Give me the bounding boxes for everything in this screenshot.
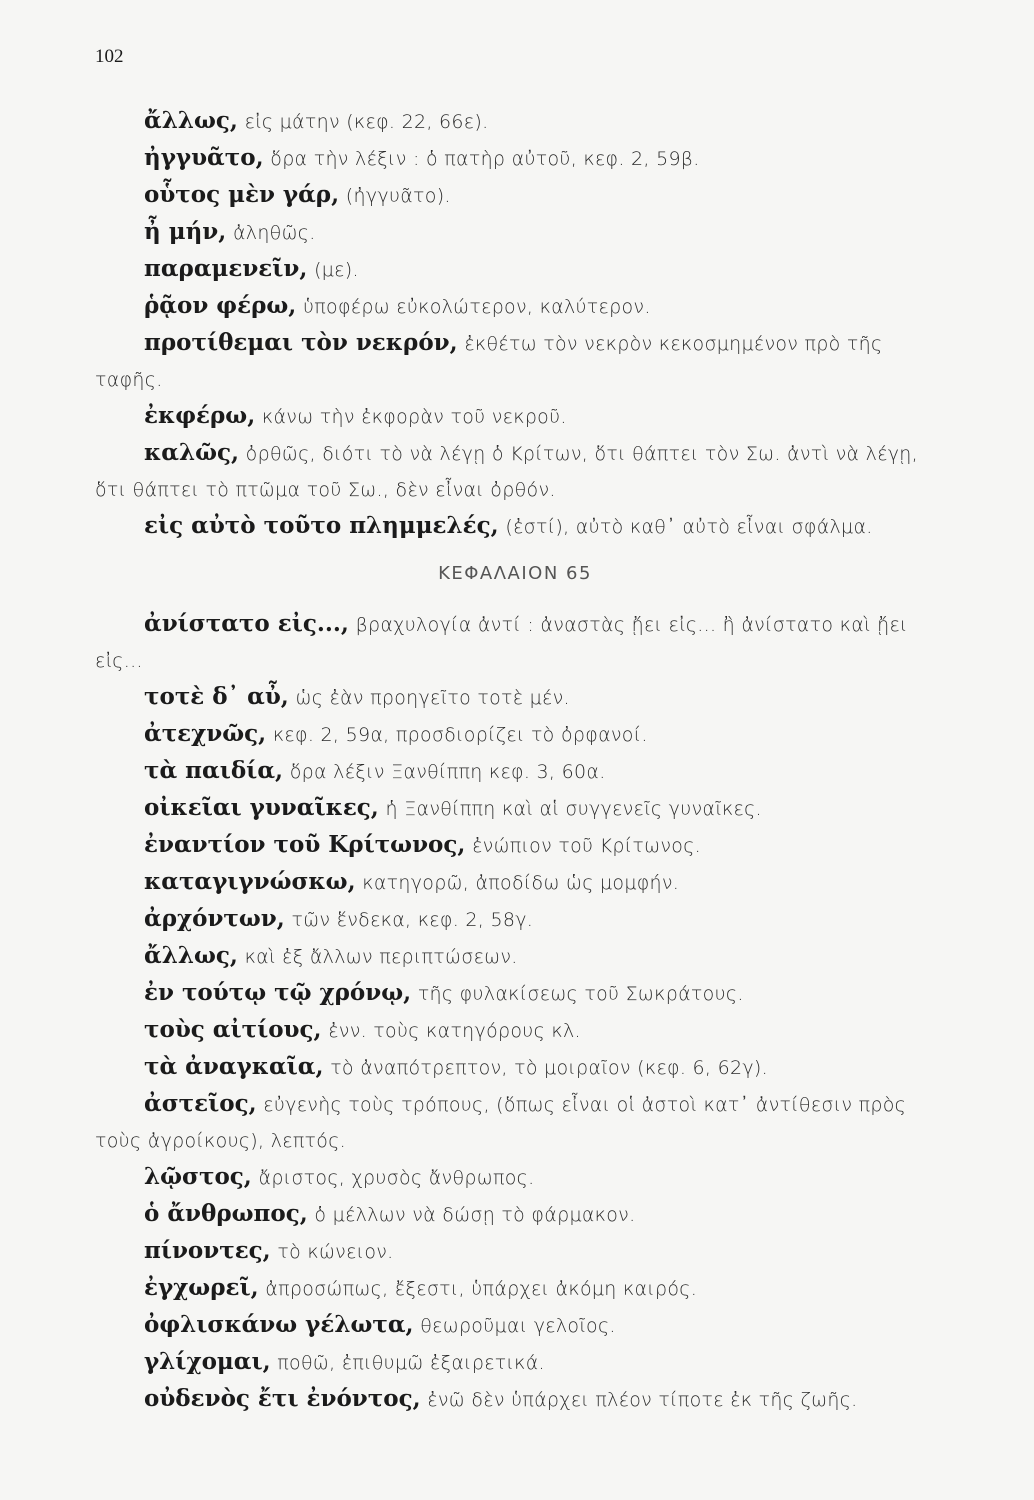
- entry-gloss: ἡ Ξανθίππη καὶ αἱ συγγενεῖς γυναῖκες.: [385, 798, 762, 820]
- entry: [95, 790, 935, 827]
- entry-lemma: τοτὲ δ᾿ αὖ,: [144, 683, 289, 710]
- entry: [95, 325, 935, 398]
- entry-lemma: ἄλλως,: [144, 942, 238, 969]
- page-number: 102: [95, 46, 124, 67]
- entry: [95, 753, 935, 790]
- entry-lemma: τὰ ἀναγκαῖα,: [144, 1053, 324, 1080]
- entry: [95, 288, 935, 325]
- entry-gloss: ὁ μέλλων νὰ δώσῃ τὸ φάρμακον.: [314, 1204, 636, 1226]
- entry-gloss: ἀπροσώπως, ἔξεστι, ὑπάρχει ἀκόμη καιρός.: [265, 1278, 698, 1300]
- entry: [95, 1012, 935, 1049]
- entry-gloss: θεωροῦμαι γελοῖος.: [420, 1315, 616, 1337]
- entry-lemma: προτίθεμαι τὸν νεκρόν,: [144, 329, 458, 356]
- entry-lemma: ἐγχωρεῖ,: [144, 1274, 259, 1301]
- entry: [95, 508, 935, 545]
- entry: [95, 177, 935, 214]
- entry: [95, 1233, 935, 1270]
- entry-gloss: εἰς μάτην (κεφ. 22, 66ε).: [244, 111, 489, 133]
- entry-gloss: ἐνῶ δὲν ὑπάρχει πλέον τίποτε ἐκ τῆς ζωῆς.: [427, 1389, 858, 1411]
- entry-gloss: ὑποφέρω εὐκολώτερον, καλύτερον.: [302, 296, 651, 318]
- entry: [95, 679, 935, 716]
- entry-gloss: τῶν ἕνδεκα, κεφ. 2, 58γ.: [291, 909, 534, 931]
- entry-gloss: τὸ κώνειον.: [277, 1241, 394, 1263]
- entry-gloss: τὸ ἀναπότρεπτον, τὸ μοιραῖον (κεφ. 6, 62γ).: [330, 1057, 768, 1079]
- entry-lemma: γλίχομαι,: [144, 1348, 271, 1375]
- entry-lemma: ἀτεχνῶς,: [144, 720, 267, 747]
- entry-gloss: ἄριστος, χρυσὸς ἄνθρωπος.: [258, 1167, 535, 1189]
- entry-lemma: εἰς αὐτὸ τοῦτο πλημμελές,: [144, 512, 499, 539]
- entry: [95, 214, 935, 251]
- entry-gloss: (ἠγγυᾶτο).: [345, 185, 451, 207]
- entry-lemma: πίνοντες,: [144, 1237, 271, 1264]
- entry: [95, 1270, 935, 1307]
- entry-lemma: λῷστος,: [144, 1163, 252, 1190]
- entry-gloss: ἀληθῶς.: [232, 222, 316, 244]
- entry: [95, 251, 935, 288]
- entry-lemma: καταγιγνώσκω,: [144, 868, 356, 895]
- entry: [95, 1086, 935, 1159]
- entry-lemma: ἦ μήν,: [144, 218, 227, 245]
- entry-lemma: ἐναντίον τοῦ Κρίτωνος,: [144, 831, 466, 858]
- entry-gloss: ἐνν. τοὺς κατηγόρους κλ.: [328, 1020, 581, 1042]
- entry-gloss: εὐγενὴς τοὺς τρόπους, (ὅπως εἶναι οἱ ἀστοὶ κατ᾿ ἀντίθεσιν πρὸς τοὺς ἀγροίκους), λεπτός.: [95, 1094, 907, 1152]
- entry: [95, 975, 935, 1012]
- entry-gloss: ὡς ἐὰν προηγεῖτο τοτὲ μέν.: [295, 687, 570, 709]
- entry-lemma: ὁ ἄνθρωπος,: [144, 1200, 308, 1227]
- entry: [95, 435, 935, 508]
- glossary-entries: [95, 103, 935, 1418]
- entry: [95, 1196, 935, 1233]
- entry-lemma: ὀφλισκάνω γέλωτα,: [144, 1311, 414, 1338]
- entry-lemma: τὰ παιδία,: [144, 757, 284, 784]
- entry-gloss: καὶ ἐξ ἄλλων περιπτώσεων.: [244, 946, 518, 968]
- entry: [95, 398, 935, 435]
- entry: [95, 716, 935, 753]
- entry: [95, 827, 935, 864]
- entry-lemma: ἀρχόντων,: [144, 905, 285, 932]
- entry: [95, 1049, 935, 1086]
- entry: [95, 901, 935, 938]
- entry-lemma: ἄλλως,: [144, 107, 238, 134]
- entry: [95, 1307, 935, 1344]
- entry-lemma: ἐν τούτῳ τῷ χρόνῳ,: [144, 979, 412, 1006]
- entry-lemma: παραμενεῖν,: [144, 255, 308, 282]
- entry-gloss: κεφ. 2, 59α, προσδιορίζει τὸ ὀρφανοί.: [272, 724, 648, 746]
- entry-gloss: ὅρα λέξιν Ξανθίππη κεφ. 3, 60α.: [289, 761, 606, 783]
- entry-lemma: ἀστεῖος,: [144, 1090, 257, 1117]
- entry-lemma: ἀνίστατο εἰς...,: [144, 610, 349, 637]
- entry: [95, 140, 935, 177]
- entry-gloss: (με).: [314, 259, 359, 281]
- entry-gloss: ἐνώπιον τοῦ Κρίτωνος.: [472, 835, 702, 857]
- section-1: [95, 103, 935, 545]
- entry-lemma: ἠγγυᾶτο,: [144, 144, 264, 171]
- section-2: [95, 606, 935, 1418]
- entry-lemma: καλῶς,: [144, 439, 239, 466]
- entry-lemma: ἐκφέρω,: [144, 402, 256, 429]
- entry-gloss: ὅρα τὴν λέξιν : ὁ πατὴρ αὐτοῦ, κεφ. 2, 59β.: [270, 148, 700, 170]
- entry-gloss: ποθῶ, ἐπιθυμῶ ἐξαιρετικά.: [277, 1352, 545, 1374]
- chapter-heading: ΚΕΦΑΛΑΙΟΝ 65: [438, 563, 592, 584]
- entry: [95, 103, 935, 140]
- entry-gloss: βραχυλογία ἀντί : ἀναστὰς ᾔει εἰς... ἢ ἀνίστατο καὶ ᾔει εἰς...: [95, 614, 908, 672]
- entry-lemma: οὗτος μὲν γάρ,: [144, 181, 340, 208]
- entry-lemma: ῥᾷον φέρω,: [144, 292, 297, 319]
- entry-gloss: τῆς φυλακίσεως τοῦ Σωκράτους.: [417, 983, 744, 1005]
- entry: [95, 1381, 935, 1418]
- entry: [95, 938, 935, 975]
- entry: [95, 1344, 935, 1381]
- entry-lemma: οἰκεῖαι γυναῖκες,: [144, 794, 379, 821]
- entry-gloss: κατηγορῶ, ἀποδίδω ὡς μομφήν.: [362, 872, 680, 894]
- entry-gloss: ὀρθῶς, διότι τὸ νὰ λέγῃ ὁ Κρίτων, ὅτι θάπτει τὸν Σω. ἀντὶ νὰ λέγῃ, ὅτι θάπτει τὸ πτῶμα τοῦ Σω., δὲν εἶναι ὀρθόν.: [95, 443, 918, 501]
- entry-gloss: ἐκθέτω τὸν νεκρὸν κεκοσμημένον πρὸ τῆς ταφῆς.: [95, 333, 883, 391]
- entry: [95, 1159, 935, 1196]
- entry-gloss: (ἐστί), αὐτὸ καθ᾿ αὐτὸ εἶναι σφάλμα.: [505, 516, 873, 538]
- entry-lemma: οὐδενὸς ἔτι ἐνόντος,: [144, 1385, 421, 1412]
- entry: [95, 606, 935, 679]
- entry-gloss: κάνω τὴν ἐκφορὰν τοῦ νεκροῦ.: [261, 406, 567, 428]
- entry-lemma: τοὺς αἰτίους,: [144, 1016, 322, 1043]
- entry: [95, 864, 935, 901]
